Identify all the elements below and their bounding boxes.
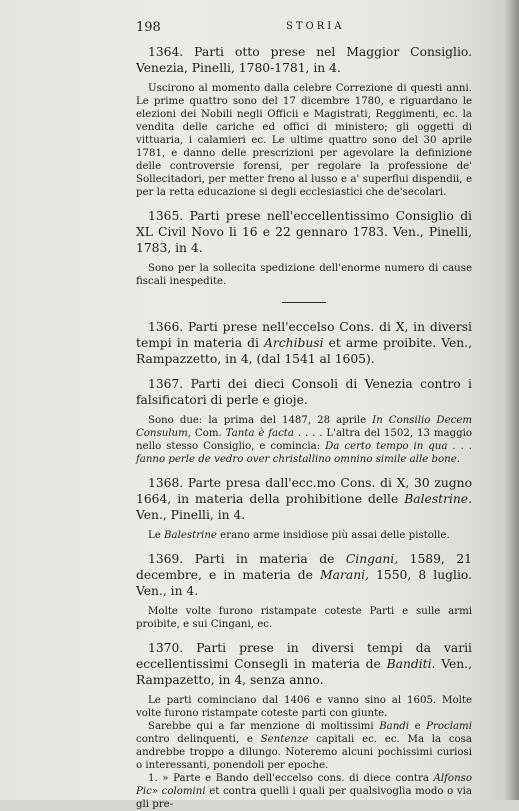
entry-heading-1369: 1369. Parti in materia de Cingani, 1589, 21 decembre, e in materia de Marani, 1550, 8 luglio. Ven., in 4.: [136, 552, 472, 598]
running-title: STORIA: [286, 21, 345, 32]
entry-heading-1368: 1368. Parte presa dall'ecc.mo Cons. di X, 30 zugno 1664, in materia della prohibitione delle Balestrine. Ven., Pinelli, in 4.: [136, 476, 472, 522]
entry-note-1370-c: 1. » Parte e Bando dell'eccelso cons. di diece contra Alfonso Pic» colomini et contra quelli i quali per qualsivoglia modo o via gli pre-: [136, 773, 472, 810]
entry-note-1364: Uscirono al momento dalla celebre Correzione di questi anni. Le prime quattro sono del 17 dicembre 1780, e riguardano le elezioni dei Nobili negli Officii e Magistrati, Reggimenti, ec. la vendita delle cariche ed offici di ministero; gli oggetti di vittuaria, i calamieri ec. Le ultime quattro sono del 30 aprile 1781, e danno delle prescrizioni per agevolare la definizione delle controversie forensi, per regolare la professione de' Sollecitadori, per metter freno al lusso e a' superflui dispendii, e per la retta educazione si degli ecclesiastici che de'secolari.: [136, 83, 472, 198]
entry-heading-1366: 1366. Parti prese nell'eccelso Cons. di X, in diversi tempi in materia di Archibusi et arme proibite. Ven., Rampazzetto, in 4, (dal 1541 al 1605).: [136, 320, 472, 366]
book-spine-shadow: [505, 0, 519, 800]
entry-heading-1365: 1365. Parti prese nell'eccellentissimo Consiglio di XL Civil Novo li 16 e 22 gennaro 1783. Ven., Pinelli, 1783, in 4.: [136, 209, 472, 255]
entry-note-1368: Le Balestrine erano arme insidiose più assai delle pistolle.: [148, 530, 450, 541]
entry-heading-1367: 1367. Parti dei dieci Consoli di Venezia contro i falsificatori di perle e gioje.: [136, 377, 472, 407]
entry-note-1370-a: Le parti cominciano dal 1406 e vanno sino al 1605. Molte volte furono ristampate coteste parti con giunte.: [136, 695, 472, 719]
page-number: 198: [136, 20, 161, 35]
entry-heading-1364: 1364. Parti otto prese nel Maggior Consiglio. Venezia, Pinelli, 1780-1781, in 4.: [136, 45, 472, 75]
entry-note-1370-b: Sarebbe qui a far menzione di moltissimi Bandi e Proclami contro delinquenti, e Sentenze capitali ec. ec. Ma la cosa andrebbe troppo a dilungo. Noteremo alcuni pochissimi curiosi o interessanti, ponendoli per epoche.: [136, 721, 472, 771]
page-header: [136, 20, 472, 36]
entry-note-1367: Sono due: la prima del 1487, 28 aprile In Consilio Decem Consulum, Com. Tanta è facta . . . . L'altra del 1502, 13 maggio nello stesso Consiglio, e comincia: Da certo tempo in qua . . . fanno perle de vedro over christallino omnino simile alle bone.: [136, 415, 473, 465]
entry-note-1365: Sono per la sollecita spedizione dell'enorme numero di cause fiscali inespedite.: [136, 263, 472, 287]
page-content: [136, 44, 472, 811]
section-divider: [282, 302, 326, 303]
entry-heading-1370: 1370. Parti prese in diversi tempi da varii eccellentissimi Consegli in materia de Banditi. Ven., Rampazetto, in 4, senza anno.: [136, 641, 472, 687]
entry-note-1369: Molte volte furono ristampate coteste Parti e sulle armi proibite, e sui Cingani, ec.: [136, 606, 472, 630]
